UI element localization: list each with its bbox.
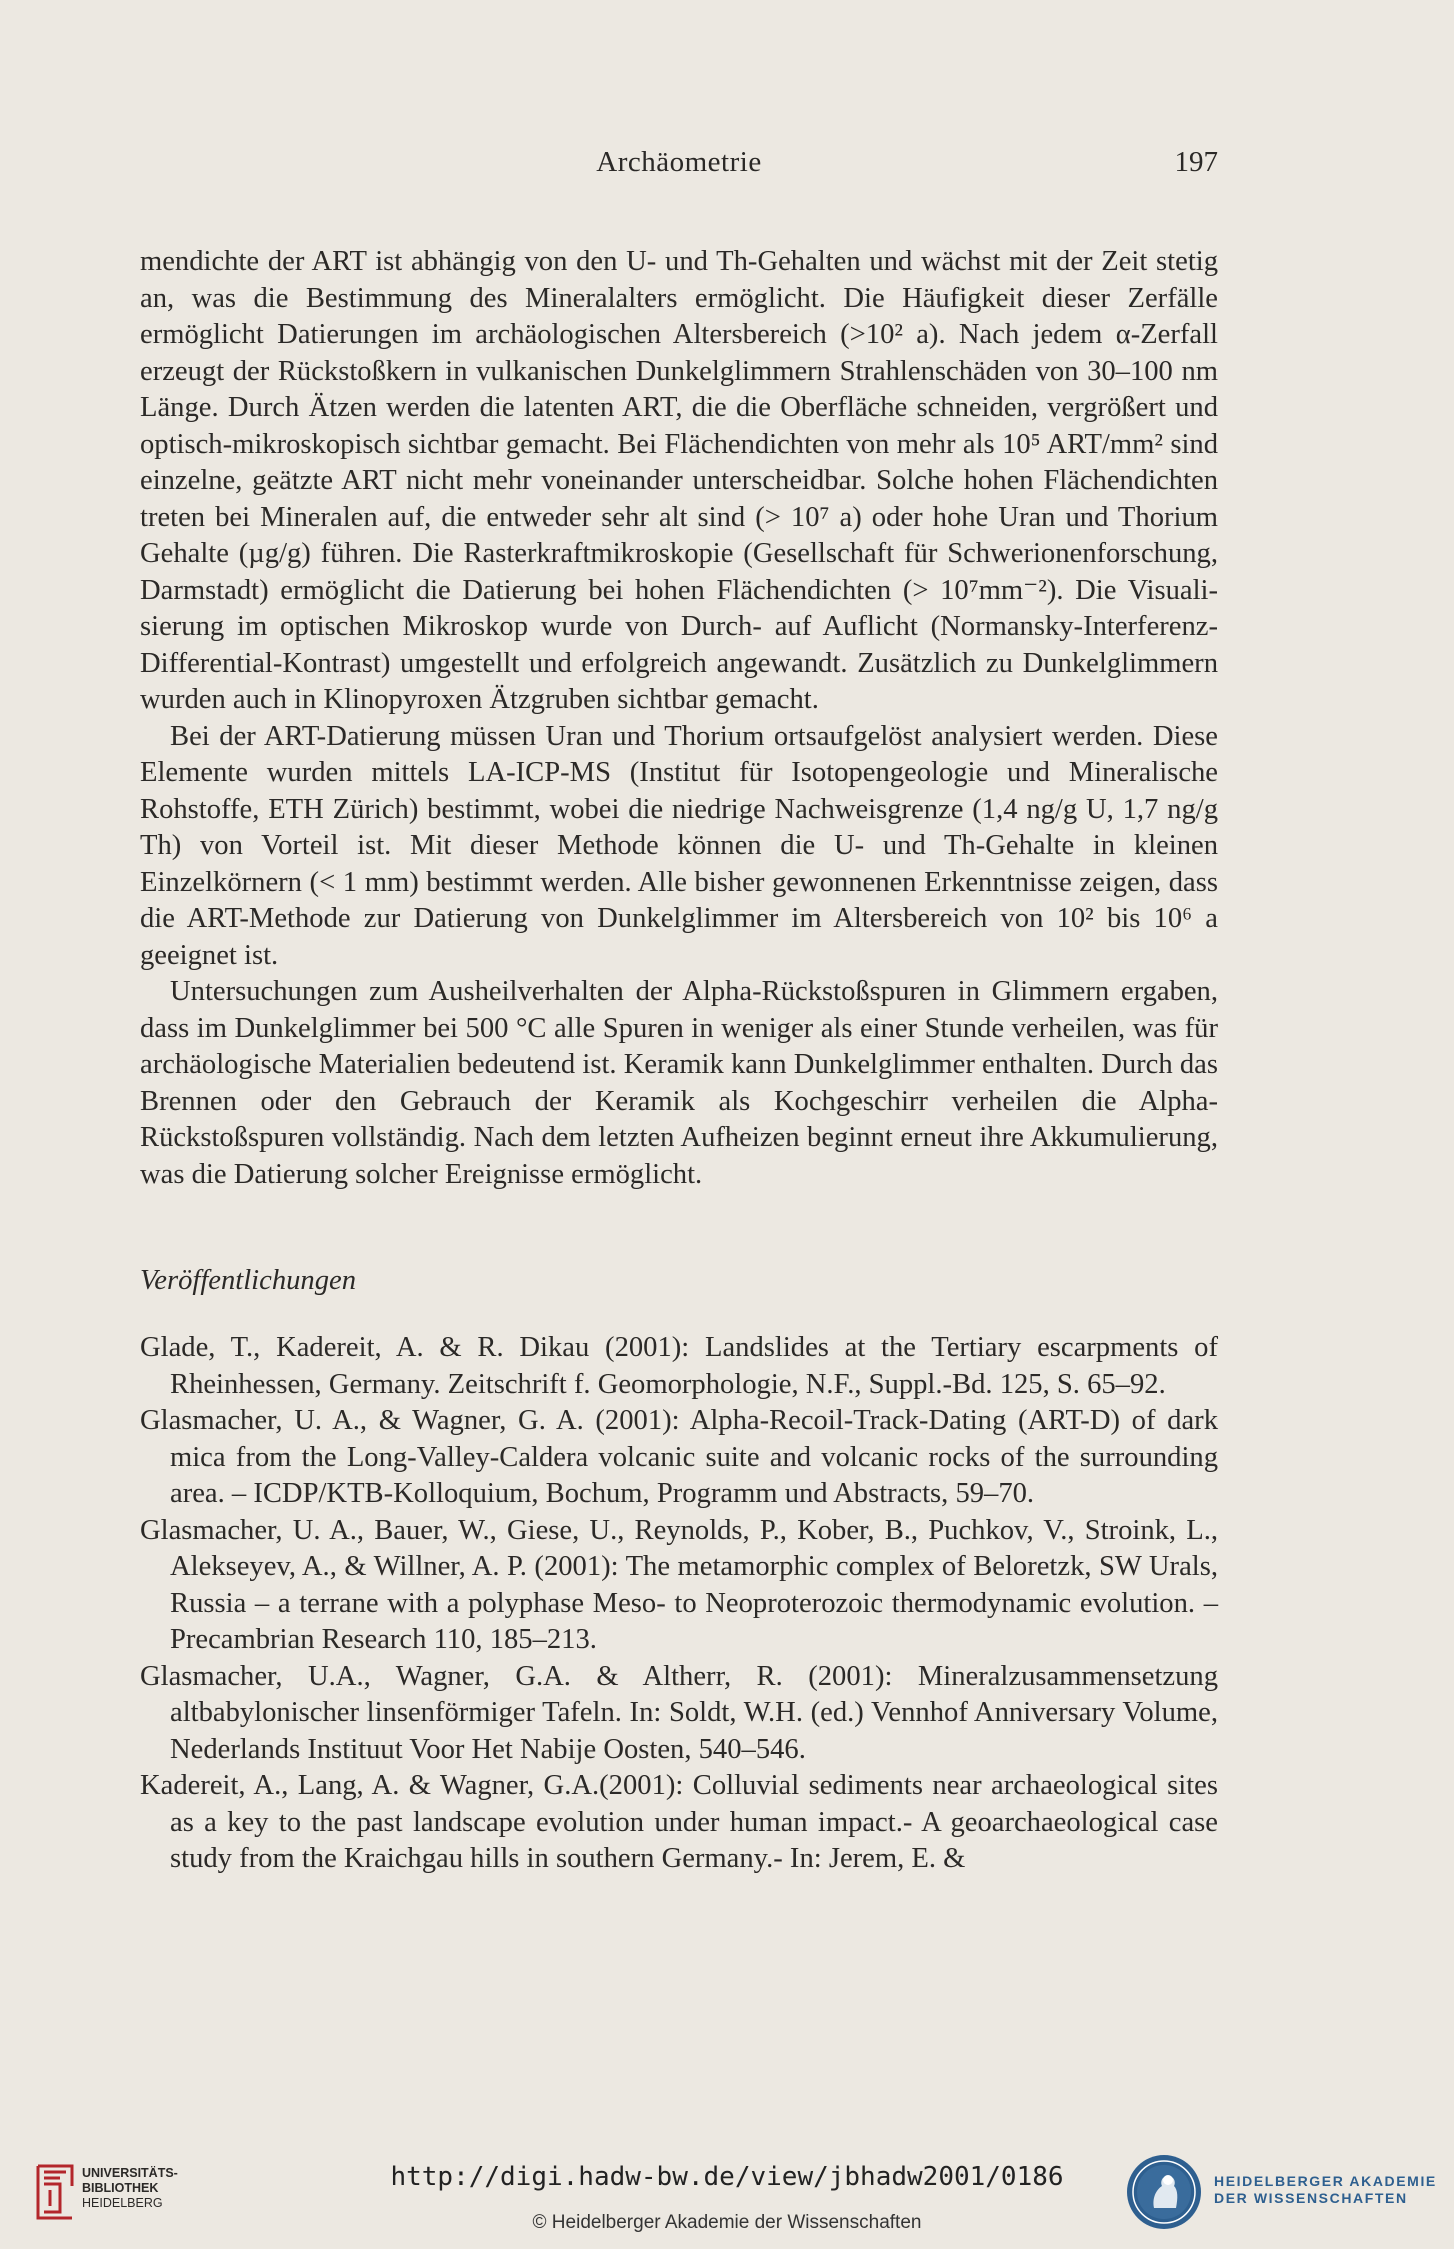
header-title: Archäometrie	[596, 146, 762, 178]
publication-list	[140, 1330, 1218, 1878]
source-url-link[interactable]: http://digi.hadw-bw.de/view/jbhadw2001/0186	[390, 2162, 1064, 2192]
publication-entry: Kadereit, A., Lang, A. & Wagner, G.A.(2001): Colluvial sediments near archaeological sites as a key to the past landscape evolution under human impact.- A geoarchaeological case study from the Kraichgau hills in southern Germany.- In: Jerem, E. &	[140, 1770, 1218, 1874]
section-heading: Veröffentlichungen	[140, 1265, 356, 1296]
paragraph: mendichte der ART ist abhängig von den U- und Th-Gehalten und wächst mit der Zeit stetig an, was die Bestimmung des Mineralalters ermöglicht. Die Häufigkeit dieser Zerfälle ermöglicht Datierungen im archäologischen Altersbereich (>10² a). Nach jedem α-Zerfall erzeugt der Rückstoßkern in vulkanischen Dunkelglimmern Strahlenschäden von 30–100 nm Länge. Durch Ätzen werden die latenten ART, die die Oberfläche schneiden, vergrößert und optisch-mikroskopisch sichtbar gemacht. Bei Flächendichten von mehr als 10⁵ ART/mm² sind einzelne, geätzte ART nicht mehr voneinander unterscheidbar. Solche hohen Flächendichten treten bei Mineralen auf, die entweder sehr alt sind (> 10⁷ a) oder hohe Uran und Thorium Gehalte (µg/g) führen. Die Rasterkraftmikroskopie (Gesellschaft für Schwerionenforschung, Darmstadt) ermöglicht die Datierung bei hohen Flächendichten (> 10⁷mm⁻²). Die Visualisierung im optischen Mikroskop wurde von Durch- auf Auflicht (Normansky-Interferenz-Differential-Kontrast) umgestellt und erfolgreich angewandt. Zusätzlich zu Dunkelglimmern wurden auch in Klinopyroxen Ätzgruben sichtbar gemacht.	[140, 246, 1218, 715]
paragraph: Untersuchungen zum Ausheilverhalten der Alpha-Rückstoßspuren in Glimmern ergaben, dass im Dunkelglimmer bei 500 °C alle Spuren in weniger als einer Stunde verheilen, was für archäologische Materialien bedeutend ist. Keramik kann Dunkelglimmer enthalten. Durch das Brennen oder den Gebrauch der Keramik als Kochgeschirr verheilen die Alpha-Rückstoßspuren vollständig. Nach dem letzten Aufheizen beginnt erneut ihre Akkumulierung, was die Datierung solcher Ereignisse ermöglicht.	[140, 976, 1218, 1190]
academy-seal-icon	[1124, 2152, 1204, 2232]
publication-entry: Glasmacher, U. A., & Wagner, G. A. (2001): Alpha-Recoil-Track-Dating (ART-D) of dark mica from the Long-Valley-Caldera volcanic suite and volcanic rocks of the surrounding area. – ICDP/KTB-Kolloquium, Bochum, Programm und Abstracts, 59–70.	[140, 1405, 1218, 1509]
copyright-notice: © Heidelberger Akademie der Wissenschaften	[532, 2212, 922, 2233]
page-number: 197	[1174, 146, 1218, 178]
paragraph: Bei der ART-Datierung müssen Uran und Thorium ortsaufgelöst analysiert werden. Diese Elemente wurden mittels LA-ICP-MS (Institut für Isotopengeologie und Mineralische Rohstoffe, ETH Zürich) bestimmt, wobei die niedrige Nachweisgrenze (1,4 ng/g U, 1,7 ng/g Th) von Vorteil ist. Mit dieser Methode können die U- und Th-Gehalte in kleinen Einzelkörnern (< 1 mm) bestimmt werden. Alle bisher gewonnenen Erkenntnisse zeigen, dass die ART-Methode zur Datierung von Dunkelglimmer im Altersbereich von 10² bis 10⁶ a geeignet ist.	[140, 720, 1218, 971]
academy-name-line: HEIDELBERGER AKADEMIE	[1214, 2173, 1437, 2189]
library-name-line: UNIVERSITÄTS-	[82, 2166, 178, 2180]
running-header	[140, 146, 1218, 186]
publication-entry: Glasmacher, U.A., Wagner, G.A. & Altherr, R. (2001): Mineralzusammensetzung altbabylonischer linsenförmiger Tafeln. In: Soldt, W.H. (ed.) Vennhof Anniversary Volume, Nederlands Instituut Voor Het Nabije Oosten, 540–546.	[140, 1660, 1218, 1765]
publication-entry: Glasmacher, U. A., Bauer, W., Giese, U., Reynolds, P., Kober, B., Puchkov, V., Stroink, L., Alekseyev, A., & Willner, A. P. (2001): The metamorphic complex of Beloretzk, SW Urals, Russia – a terrane with a polyphase Meso- to Neoproterozoic thermodynamic evolution. – Precambrian Research 110, 185–213.	[140, 1514, 1218, 1655]
body-text	[140, 244, 1218, 1193]
library-name-line: HEIDELBERG	[82, 2196, 163, 2210]
academy-name	[1214, 2173, 1437, 2207]
footer-bar	[0, 2140, 1454, 2249]
library-name-line: BIBLIOTHEK	[82, 2181, 159, 2195]
academy-name-line: DER WISSENSCHAFTEN	[1214, 2190, 1408, 2206]
publication-entry: Glade, T., Kadereit, A. & R. Dikau (2001): Landslides at the Tertiary escarpments of Rheinhessen, Germany. Zeitschrift f. Geomorphologie, N.F., Suppl.-Bd. 125, S. 65–92.	[140, 1332, 1218, 1400]
